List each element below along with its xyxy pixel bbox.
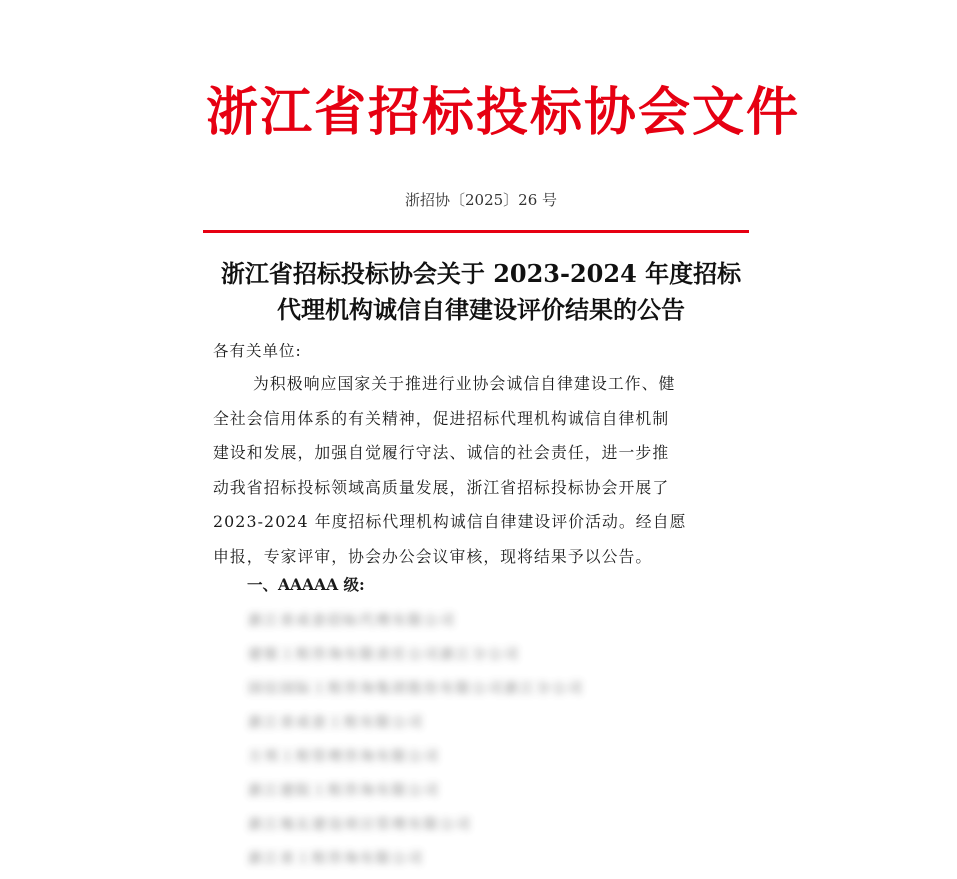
paragraph-line: 2023-2024 年度招标代理机构诚信自律建设评价活动。经自愿	[213, 512, 687, 531]
list-item: 浙江省成套招标代理有限公司	[248, 613, 456, 629]
section-heading-aaaaa: 一、AAAAA 级:	[247, 575, 365, 594]
list-item: 浙江省成套工程有限公司	[248, 715, 424, 731]
notice-title-line: 浙江省招标投标协会关于 2023-2024 年度招标	[220, 259, 742, 288]
company-list	[248, 607, 708, 879]
paragraph-line: 动我省招标投标领域高质量发展，浙江省招标投标协会开展了	[213, 477, 670, 497]
list-item: 国信国际工程咨询集团股份有限公司浙江分公司	[248, 681, 584, 697]
red-divider	[203, 230, 749, 233]
notice-title	[206, 256, 756, 328]
paragraph-line: 全社会信用体系的有关精神，促进招标代理机构诚信自律机制	[213, 408, 670, 428]
paragraph-line: 申报，专家评审，协会办公会议审核，现将结果予以公告。	[213, 546, 653, 566]
salutation: 各有关单位:	[213, 342, 302, 360]
notice-title-line: 代理机构诚信自律建设评价结果的公告	[277, 295, 685, 324]
list-item: 建银工程咨询有限责任公司浙江分公司	[248, 647, 520, 663]
list-item: 浙江地瓦建设项目管理有限公司	[248, 817, 472, 833]
org-header-title: 浙江省招标投标协会文件	[206, 82, 801, 143]
document-number: 浙招协〔2025〕26 号	[404, 191, 558, 209]
paragraph-line: 为积极响应国家关于推进行业协会诚信自律建设工作、健	[253, 374, 676, 393]
body-paragraph	[213, 367, 753, 574]
paragraph-line: 建设和发展，加强自觉履行守法、诚信的社会责任，进一步推	[213, 443, 670, 462]
list-item: 万邦工程管理咨询有限公司	[248, 749, 440, 765]
list-item: 浙江建院工程咨询有限公司	[248, 783, 440, 799]
list-item: 浙江省工程咨询有限公司	[248, 851, 424, 867]
